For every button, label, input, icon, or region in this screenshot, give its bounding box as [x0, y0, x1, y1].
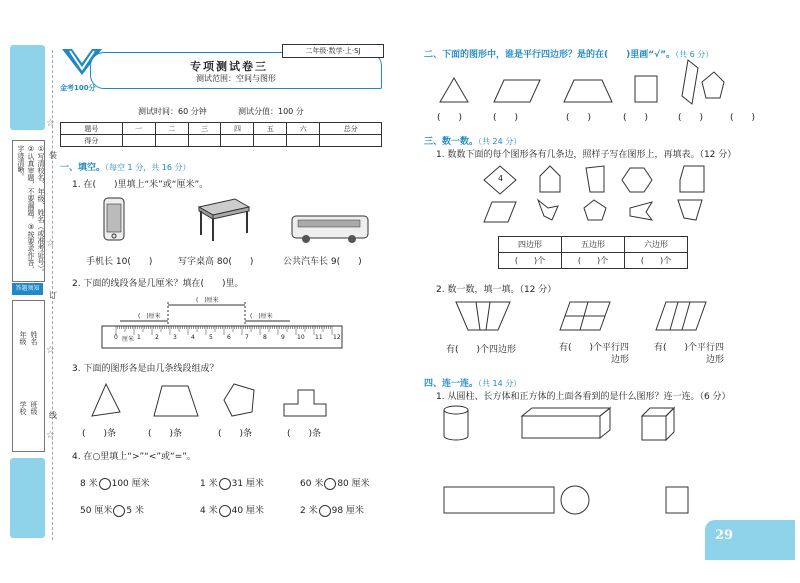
part1-points: （每空 1 分，共 16 分） — [105, 163, 191, 172]
score-cell[interactable] — [188, 135, 221, 147]
score-cell[interactable] — [287, 135, 320, 147]
part3-heading — [424, 129, 521, 148]
logo-text: 金考100分 — [60, 84, 96, 92]
compare-item[interactable] — [200, 503, 264, 517]
sidebar-top-band — [10, 45, 45, 130]
q1-3: 3. 下面的图形各是由几条线段组成？ — [72, 364, 219, 374]
compare-left: 2 米 — [300, 506, 318, 516]
ruler-tick-label: 3 — [173, 334, 177, 341]
ruler-tick-label: 11 — [315, 334, 323, 341]
compare-circle[interactable] — [113, 505, 125, 517]
star-icon: ☆ — [46, 430, 55, 441]
test-scope: 测试范围：空间与图形 — [196, 74, 276, 83]
table-row — [61, 123, 382, 135]
part2-shapes — [436, 58, 736, 108]
part1-title: 一、填空。 — [60, 163, 106, 173]
ruler-tick-label: 4 — [191, 334, 195, 341]
part3-q2-figures — [450, 298, 710, 336]
sidebar-instructions-box — [12, 140, 45, 282]
q1-2: 2. 下面的线段各是几厘米？填在( )里。 — [72, 279, 244, 289]
compare-left: 4 米 — [200, 506, 218, 516]
compare-right: 98 厘米 — [331, 506, 364, 516]
name-label: 姓名 — [30, 331, 38, 345]
part2-answer[interactable]: ( ) — [437, 113, 463, 123]
compare-left: 8 米 — [80, 479, 98, 489]
triangle-shape — [92, 384, 120, 416]
ruler-label-left: ( )厘米 — [138, 313, 161, 320]
ruler-tick-label: 2 — [155, 334, 159, 341]
compare-circle[interactable] — [324, 478, 336, 490]
table-header: 六 — [287, 123, 320, 135]
part2-title: 二、下面的图形中，谁是平行四边形？是的在( )里画“√”。 — [424, 50, 676, 60]
q3-2: 2. 数一数，填一填。（12 分） — [436, 285, 557, 295]
compare-circle[interactable] — [319, 505, 331, 517]
score-table — [60, 122, 382, 147]
stepped-shape — [284, 390, 326, 416]
compare-right: 5 米 — [126, 506, 144, 516]
part2-points: （共 6 分） — [675, 50, 714, 59]
q1-4: 4. 在○里填上“>”“<”或“=”。 — [72, 452, 196, 462]
sidebar-info-box — [12, 300, 45, 452]
ruler-tick-label: 10 — [297, 334, 305, 341]
exam-tag: 答题须知 — [12, 283, 43, 295]
sidebar-bottom-band — [10, 458, 45, 538]
table-header: 二 — [155, 123, 188, 135]
q3-1: 1. 数数下面的每个图形各有几条边，照样子写在图形上，再填表。（12 分） — [436, 150, 737, 160]
table-row-label: 得分 — [61, 135, 123, 147]
ruler-tick-label: 1 — [137, 334, 141, 341]
count-table — [498, 236, 688, 269]
ruler-unit: 厘米 — [122, 336, 135, 343]
part3-title: 三、数一数。 — [424, 137, 479, 147]
compare-right: 80 厘米 — [337, 479, 370, 489]
table-header: 四 — [221, 123, 254, 135]
star-icon: ☆ — [46, 238, 55, 249]
q1-1: 1. 在( )里填上“米”或“厘米”。 — [72, 180, 209, 190]
compare-item[interactable] — [80, 476, 150, 490]
compare-item[interactable] — [200, 476, 264, 490]
table-header: 四边形 — [499, 237, 562, 253]
seal-2: 订 — [49, 291, 57, 300]
table-row — [499, 253, 688, 269]
compare-right: 40 厘米 — [231, 506, 264, 516]
compare-left: 50 厘米 — [80, 506, 113, 516]
desk-icon — [195, 195, 251, 243]
part2-answer[interactable]: ( ) — [493, 113, 519, 123]
rectangle-view — [444, 487, 554, 513]
q3-2-answer-1[interactable]: 有( )个四边形 — [446, 345, 517, 355]
circle-view — [561, 486, 589, 514]
table-header: 一 — [122, 123, 155, 135]
compare-item[interactable] — [300, 503, 364, 517]
ruler-tick-label: 12 — [333, 334, 341, 341]
part1-heading — [60, 155, 190, 174]
ruler-label-right: ( )厘米 — [250, 313, 273, 320]
part4-title: 四、连一连。 — [424, 379, 479, 389]
q3-answer-1[interactable]: ( )条 — [82, 429, 117, 439]
ruler-tick-labels — [100, 334, 345, 346]
class-label: 班级 — [30, 401, 38, 415]
table-row — [61, 135, 382, 147]
ruler-tick-label: 8 — [263, 334, 267, 341]
sidebar-instructions: ①写清校名、年级、姓名（或准考证号）。②认真审题，不要漏题。③按要求作答，字迹清晰。 — [17, 145, 45, 276]
part2-answer[interactable]: ( ) — [678, 113, 704, 123]
phone-icon — [100, 196, 130, 244]
ruler-tick-label: 5 — [209, 334, 213, 341]
pentagon-shape — [224, 384, 254, 416]
table-header: 三 — [188, 123, 221, 135]
table-header: 五边形 — [562, 237, 625, 253]
ruler-tick-label: 0 — [114, 334, 118, 341]
q3-answer-3[interactable]: ( )条 — [218, 429, 253, 439]
test-score: 测试分值：100 分 — [238, 107, 304, 116]
part4-points: （共 14 分） — [478, 379, 522, 388]
table-cell[interactable]: ( )个 — [562, 253, 625, 269]
ruler-tick-label: 9 — [281, 334, 285, 341]
page-number: 29 — [715, 528, 734, 543]
compare-item[interactable] — [80, 503, 144, 517]
part2-answer[interactable]: ( ) — [730, 113, 756, 123]
grade-tag: 二年级·数学·上·SJ — [282, 44, 384, 58]
compare-left: 60 米 — [300, 479, 324, 489]
q1-item-bus[interactable]: 公共汽车长 9( ) — [283, 257, 362, 267]
q1-item-phone[interactable]: 手机长 10( ) — [86, 257, 153, 267]
compare-right: 31 厘米 — [231, 479, 264, 489]
seal-1: 装 — [49, 151, 57, 160]
score-cell[interactable] — [254, 135, 287, 147]
table-cell[interactable]: ( )个 — [499, 253, 562, 269]
table-header: 题号 — [61, 123, 123, 135]
q4-1: 1. 从圆柱、长方体和正方体的上面各看到的是什么图形？连一连。（6 分） — [436, 392, 731, 402]
part2-answer[interactable]: ( ) — [623, 113, 649, 123]
compare-item[interactable] — [300, 476, 370, 490]
compare-circle[interactable] — [219, 505, 231, 517]
score-cell[interactable] — [320, 135, 382, 147]
compare-right: 100 厘米 — [111, 479, 150, 489]
score-cell[interactable] — [221, 135, 254, 147]
compare-circle[interactable] — [219, 478, 231, 490]
star-icon: ☆ — [46, 345, 55, 356]
trapezoid-shape — [154, 386, 198, 416]
example-label: 4 — [498, 174, 504, 183]
table-row — [499, 237, 688, 253]
square-view — [666, 487, 688, 513]
table-header: 五 — [254, 123, 287, 135]
school-label: 学校 — [19, 401, 27, 415]
part2-answer[interactable]: ( ) — [566, 113, 592, 123]
seal-3: 线 — [49, 411, 57, 420]
ruler-label-top: ( )厘米 — [196, 297, 219, 304]
test-time: 测试时间：60 分钟 — [138, 107, 207, 116]
q1-item-desk[interactable]: 写字桌高 80( ) — [178, 257, 254, 267]
q3-2-answer-3[interactable]: 有( )个平行四边形 — [653, 343, 724, 365]
page-title: 专项测试卷三 — [190, 60, 268, 73]
ruler-tick-label: 6 — [227, 334, 231, 341]
table-header: 六边形 — [625, 237, 688, 253]
q3-shapes — [88, 382, 328, 420]
score-cell[interactable] — [155, 135, 188, 147]
table-header: 总分 — [320, 123, 382, 135]
q3-answer-2[interactable]: ( )条 — [148, 429, 183, 439]
compare-left: 1 米 — [200, 479, 218, 489]
star-icon: ☆ — [46, 118, 55, 129]
part4-heading — [424, 371, 521, 390]
table-cell[interactable]: ( )个 — [625, 253, 688, 269]
ruler-tick-label: 7 — [245, 334, 249, 341]
q3-answer-4[interactable]: ( )条 — [287, 429, 322, 439]
grade-label: 年级 — [19, 331, 27, 345]
part3-shapes — [480, 162, 710, 232]
part4-views — [440, 484, 690, 518]
part4-solids — [440, 404, 690, 444]
bus-icon — [290, 212, 372, 246]
score-cell[interactable] — [122, 135, 155, 147]
part3-points: （共 24 分） — [478, 137, 522, 146]
compare-circle[interactable] — [99, 478, 111, 490]
q3-2-answer-2[interactable]: 有( )个平行四边形 — [558, 343, 629, 365]
